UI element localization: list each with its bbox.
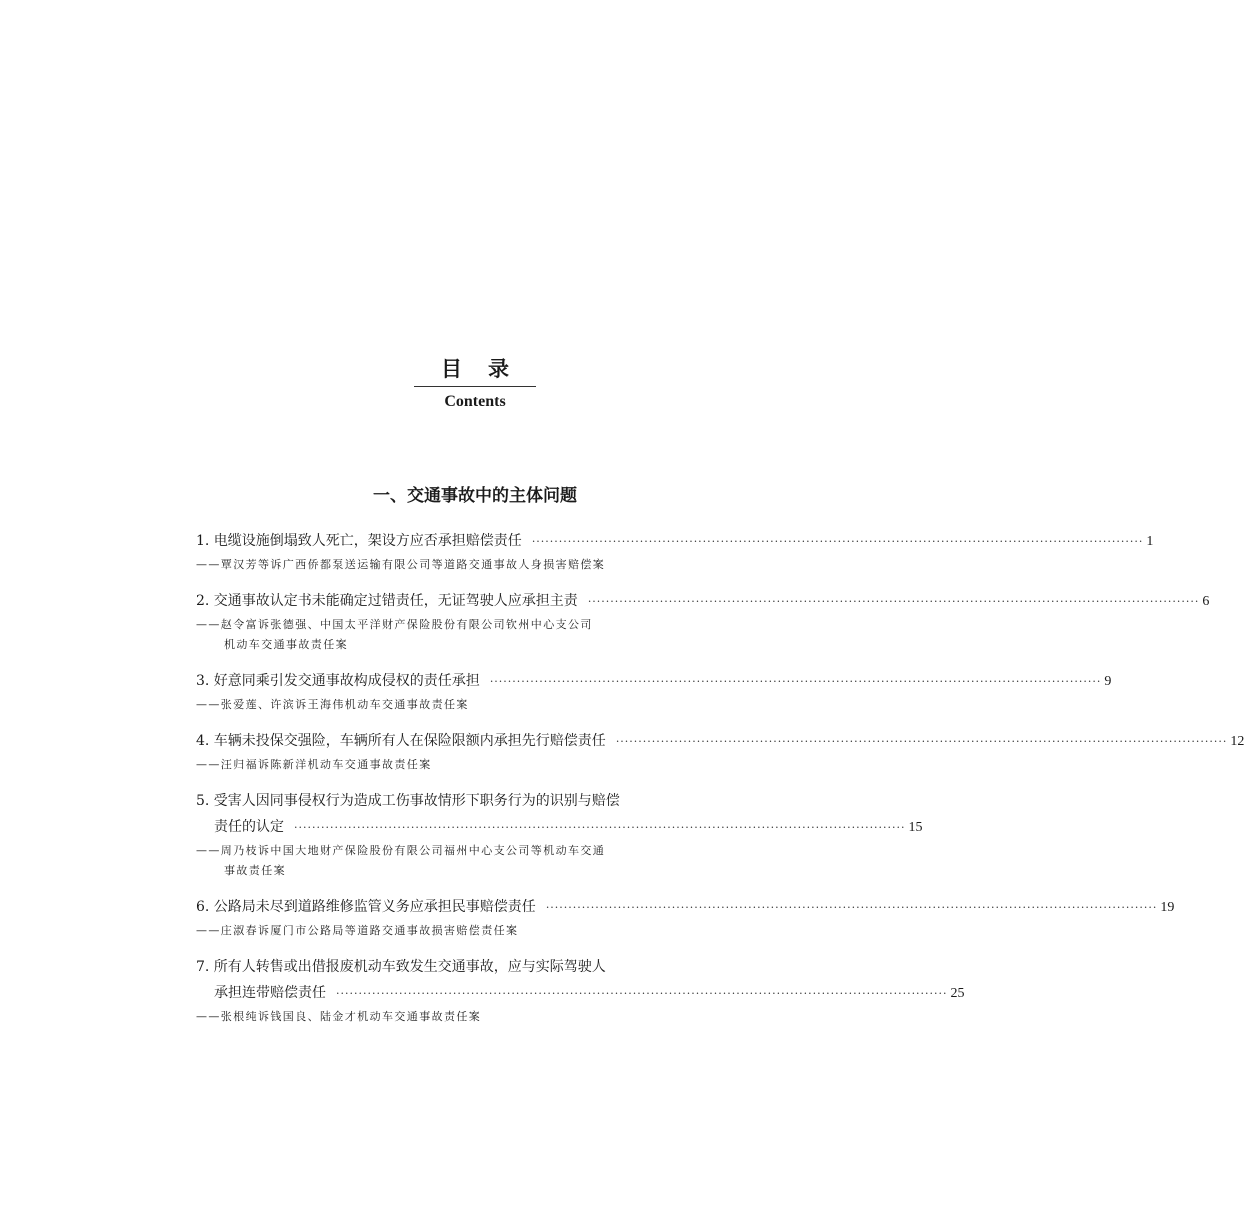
toc-entry-title: 4. 车辆未投保交强险，车辆所有人在保险限额内承担先行赔偿责任 — [196, 733, 606, 749]
toc-entry-main-line — [196, 980, 965, 1007]
toc-leader-dots: ········································································································································ — [531, 535, 1144, 548]
toc-entry-7[interactable] — [196, 954, 965, 1027]
toc-entry-case-name: ——汪归福诉陈新洋机动车交通事故责任案 — [196, 758, 432, 771]
title-underline — [414, 386, 536, 387]
page-subtitle: Contents — [444, 393, 506, 410]
toc-entry-case-name: ——庄淑春诉厦门市公路局等道路交通事故损害赔偿责任案 — [196, 924, 519, 937]
toc-entry-case-name: ——周乃枝诉中国大地财产保险股份有限公司福州中心支公司等机动车交通 — [196, 844, 606, 857]
toc-page-number: 25 — [950, 986, 965, 1001]
toc-entry-title-line1: 7. 所有人转售或出借报废机动车致发生交通事故，应与实际驾驶人 — [196, 959, 606, 975]
toc-entry-title: 2. 交通事故认定书未能确定过错责任，无证驾驶人应承担主责 — [196, 593, 578, 609]
page-title: 目录 — [441, 356, 535, 381]
toc-entry-main-line — [196, 528, 1154, 555]
toc-entry-title: 责任的认定 — [214, 819, 284, 835]
toc-leader-dots: ········································································································································ — [545, 901, 1158, 914]
toc-entry-case-name: ——张爱莲、许滨诉王海伟机动车交通事故责任案 — [196, 698, 469, 711]
toc-entry-main-line — [196, 728, 1244, 755]
toc-entry-main-line — [196, 588, 1210, 615]
toc-entry-title: 1. 电缆设施倒塌致人死亡，架设方应否承担赔偿责任 — [196, 533, 522, 549]
toc-page-number: 6 — [1202, 594, 1210, 609]
toc-page-number: 1 — [1146, 534, 1154, 549]
section-heading: 一、交通事故中的主体问题 — [373, 486, 577, 506]
toc-page-number: 9 — [1104, 674, 1112, 689]
title-block — [0, 355, 950, 412]
toc-page-number: 12 — [1230, 734, 1244, 749]
toc-entry-title: 3. 好意同乘引发交通事故构成侵权的责任承担 — [196, 673, 480, 689]
toc-entry-case-name: ——张根纯诉钱国良、陆金才机动车交通事故责任案 — [196, 1010, 482, 1023]
toc-entry-1[interactable] — [196, 528, 1154, 575]
toc-leader-dots: ········································································································································ — [336, 987, 948, 1000]
toc-leader-dots: ········································································································································ — [587, 595, 1200, 608]
toc-entry-main-line — [196, 894, 1175, 921]
toc-entry-case-name: ——覃汉芳等诉广西侨都泵送运输有限公司等道路交通事故人身损害赔偿案 — [196, 558, 606, 571]
toc-entry-main-line — [196, 668, 1112, 695]
toc-entry-title: 6. 公路局未尽到道路维修监管义务应承担民事赔偿责任 — [196, 899, 536, 915]
toc-entry-3[interactable] — [196, 668, 1112, 715]
toc-entry-2[interactable] — [196, 588, 1210, 655]
toc-entry-title-line1: 5. 受害人因同事侵权行为造成工伤事故情形下职务行为的识别与赔偿 — [196, 793, 620, 809]
toc-entry-case-name-continued: 事故责任案 — [224, 864, 286, 877]
toc-page-number: 19 — [1160, 900, 1175, 915]
table-of-contents — [196, 528, 1244, 1040]
toc-entry-4[interactable] — [196, 728, 1244, 775]
toc-entry-title: 承担连带赔偿责任 — [214, 985, 326, 1001]
toc-leader-dots: ········································································································································ — [294, 821, 906, 834]
toc-entry-case-name: ——赵令富诉张德强、中国太平洋财产保险股份有限公司钦州中心支公司 — [196, 618, 593, 631]
toc-entry-case-name-continued: 机动车交通事故责任案 — [224, 638, 348, 651]
toc-entry-6[interactable] — [196, 894, 1175, 941]
toc-page-number: 15 — [908, 820, 923, 835]
toc-leader-dots: ········································································································································ — [615, 735, 1228, 748]
toc-leader-dots: ········································································································································ — [489, 675, 1102, 688]
toc-entry-5[interactable] — [196, 788, 923, 881]
toc-entry-main-line — [196, 814, 923, 841]
